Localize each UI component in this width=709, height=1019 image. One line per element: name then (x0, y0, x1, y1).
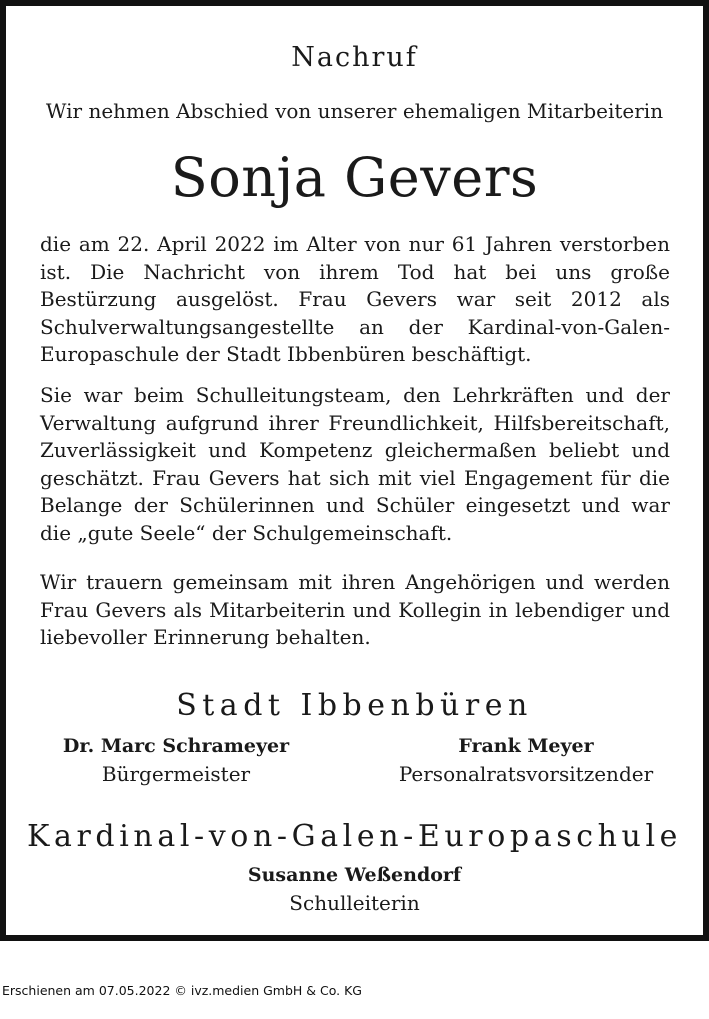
signatory-title: Schulleiterin (289, 891, 420, 915)
paragraph-2: Sie war beim Schulleitungsteam, den Lehrkräften und der Verwaltung aufgrund ihrer Freundlichkeit, Hilfsbereitschaft, Zuverlässigkeit und Kompetenz gleichermaßen beliebt und geschätzt. Frau Gevers hat sich mit viel Engagement für die Belange der Schülerinnen und Schüler eingesetzt und war die „gute Seele“ der Schulgemeinschaft. (40, 383, 670, 545)
signatory-name: Susanne Weßendorf (247, 864, 462, 886)
obituary-content (6, 6, 703, 935)
signatory-principal (206, 861, 503, 917)
paragraph-1: die am 22. April 2022 im Alter von nur 61 Jahren verstorben ist. Die Nachricht von ihrem Tod hat bei uns große Bestürzung ausgelöst. Frau Gevers war seit 2012 als Schulverwaltungsangestellte an der Kardinal-von-Galen-Europaschule der Stadt Ibbenbüren beschäftigt. (40, 232, 670, 366)
signatory-title: Personalratsvorsitzender (398, 762, 654, 786)
signatory-name: Dr. Marc Schrameyer (62, 735, 290, 757)
publication-footer: Erschienen am 07.05.2022 © ivz.medien GmbH & Co. KG (2, 983, 362, 998)
deceased-name: Sonja Gevers (170, 146, 539, 209)
signatory-title: Bürgermeister (101, 762, 251, 786)
signatory-council-chair (376, 732, 676, 788)
obituary-heading: Nachruf (291, 42, 418, 73)
intro-line: Wir nehmen Abschied von unserer ehemaligen Mitarbeiterin (45, 99, 664, 123)
signatory-mayor (36, 732, 316, 788)
organization-city: Stadt Ibbenbüren (176, 688, 533, 723)
organization-school: Kardinal-von-Galen-Europaschule (26, 819, 682, 854)
signatory-name: Frank Meyer (458, 735, 594, 757)
paragraph-3: Wir trauern gemeinsam mit ihren Angehörigen und werden Frau Gevers als Mitarbeiterin und Kollegin in lebendiger und liebevoller Erinnerung behalten. (40, 570, 670, 649)
